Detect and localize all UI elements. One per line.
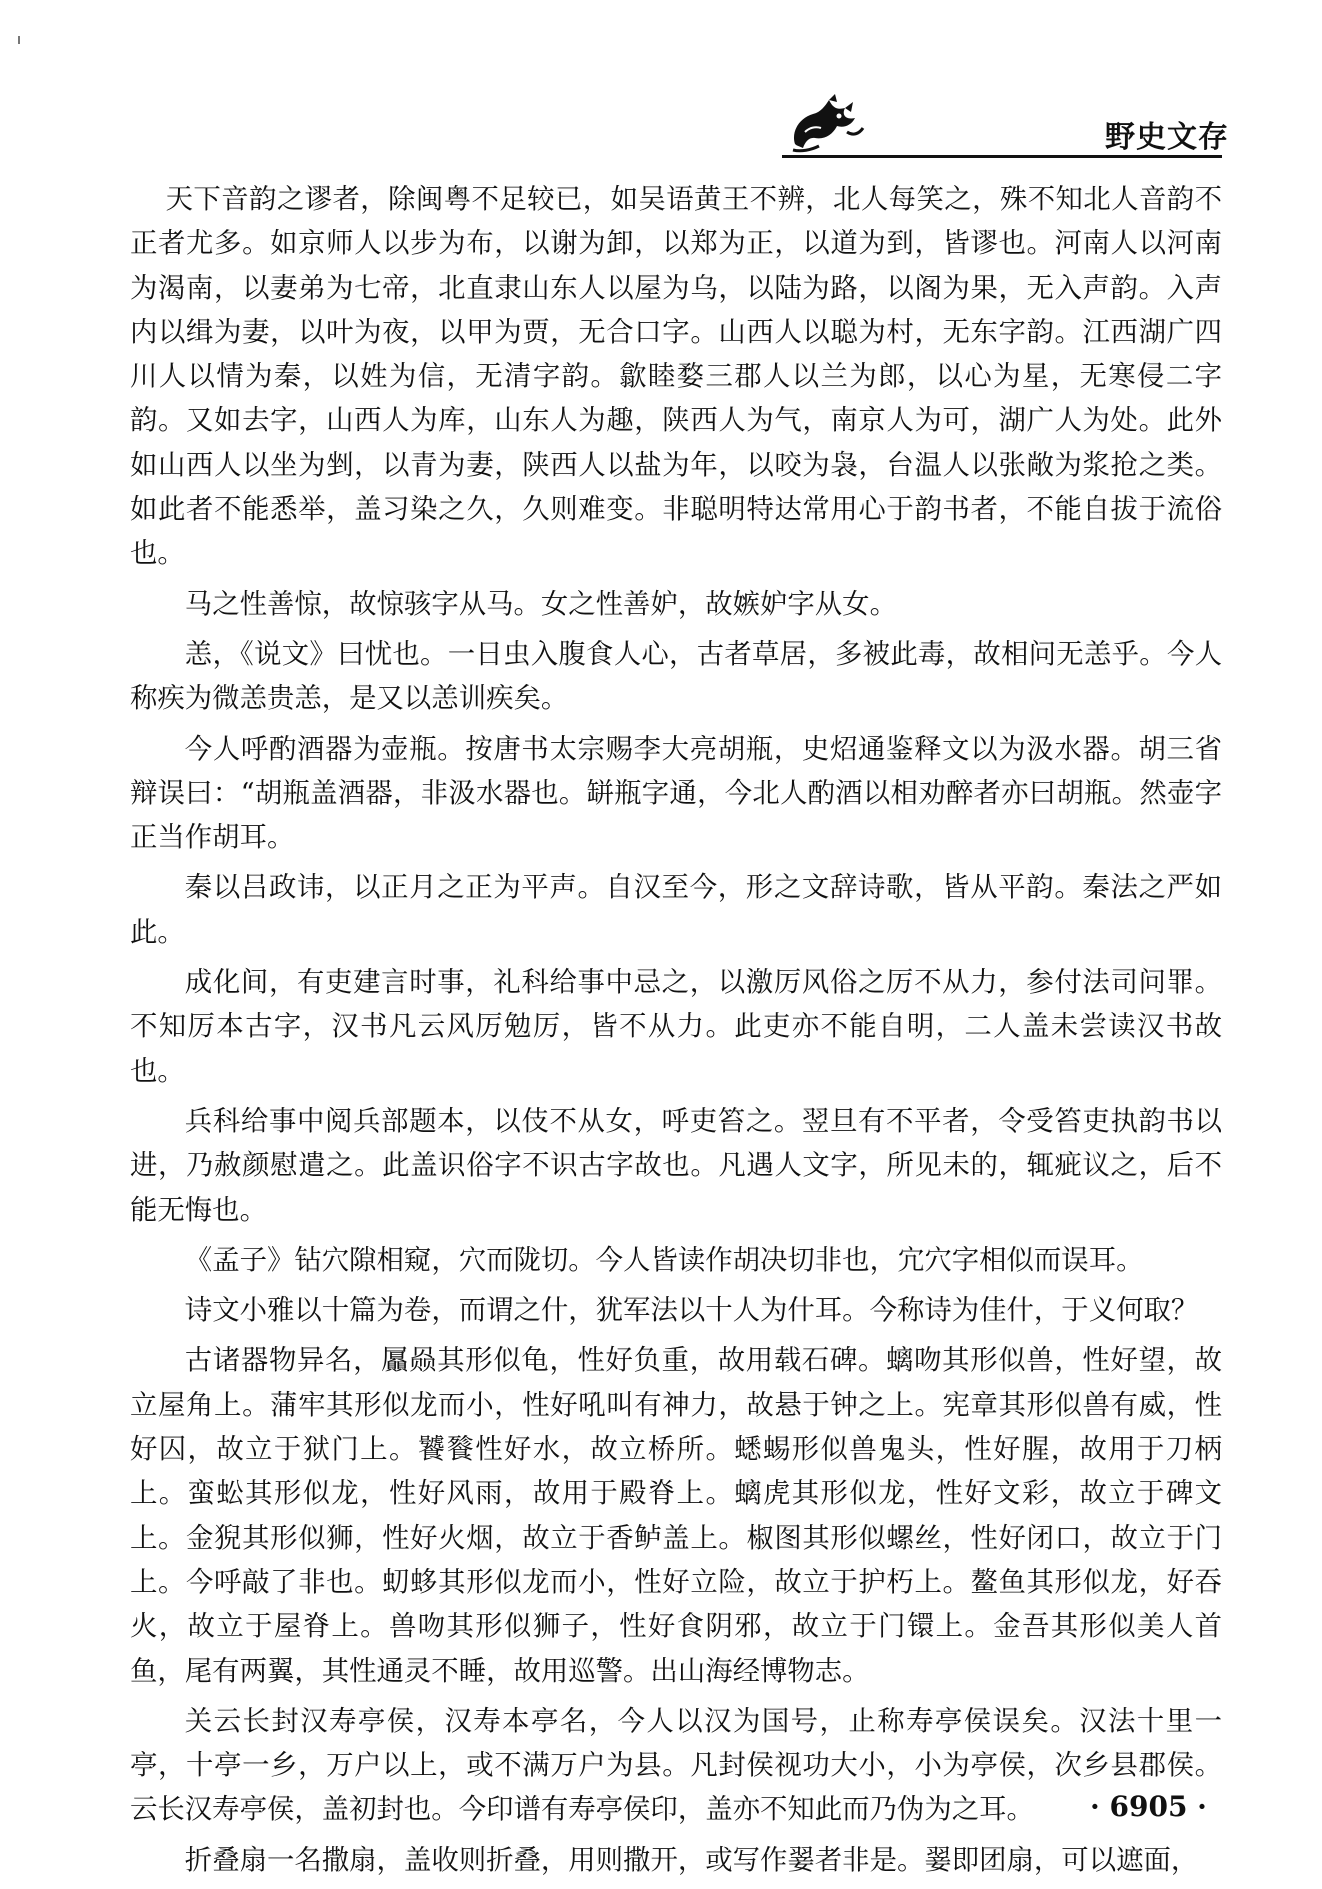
paragraph: 秦以吕政讳，以正月之正为平声。自汉至今，形之文辞诗歌，皆从平韵。秦法之严如此。 (130, 872, 1222, 948)
page-number: · 6905 · (1090, 1790, 1207, 1823)
paragraph: 关云长封汉寿亭侯，汉寿本亭名，今人以汉为国号，止称寿亭侯误矣。汉法十里一亭，十亭一乡，万户以上，或不满万户为县。凡封侯视功大小，小为亭侯，次乡县郡侯。云长汉寿亭侯，盖初封也。今印谱有寿亭侯印，盖亦不知此而乃伪为之耳。 (130, 1705, 1222, 1826)
paragraph: 诗文小雅以十篇为卷，而谓之什，犹军法以十人为什耳。今称诗为佳什，于义何取？ (184, 1295, 1199, 1327)
paragraph: 今人呼酌酒器为壶瓶。按唐书太宗赐李大亮胡瓶，史炤通鉴释文以为汲水器。胡三省辩误曰：“胡瓶盖酒器，非汲水器也。缾瓶字通，今北人酌酒以相劝醉者亦曰胡瓶。然壶字正当作胡耳。 (130, 733, 1222, 854)
paragraph: 折叠扇一名撒扇，盖收则折叠，用则撒开，或写作翣者非是。翣即团扇，可以遮面， (184, 1844, 1199, 1876)
running-title: 野史文存 (1105, 120, 1229, 155)
paragraph: 马之性善惊，故惊骇字从马。女之性善妒，故嫉妒字从女。 (184, 588, 897, 620)
paragraph: 兵科给事中阅兵部题本，以伎不从女，呼吏笞之。翌旦有不平者，令受笞吏执韵书以进，乃赦颜慰遣之。此盖识俗字不识古字故也。凡遇人文字，所见未的，辄疵议之，后不能无悔也。 (130, 1105, 1222, 1226)
body-text (130, 178, 1222, 1889)
dragon-icon (785, 92, 865, 156)
paragraph: 古诸器物异名，屭赑其形似龟，性好负重，故用载石碑。螭吻其形似兽，性好望，故立屋角上。蒲牢其形似龙而小，性好吼叫有神力，故悬于钟之上。宪章其形似兽有威，性好囚，故立于狱门上。饕餮性好水，故立桥所。蟋蜴形似兽鬼头，性好腥，故用于刀柄上。蛮蚣其形似龙，性好风雨，故用于殿脊上。螭虎其形似龙，性好文彩，故立于碑文上。金猊其形似狮，性好火烟，故立于香鲈盖上。椒图其形似螺丝，性好闭口，故立于门上。今呼敲了非也。虭蛥其形似龙而小，性好立险，故立于护朽上。鳌鱼其形似龙，好吞火，故立于屋脊上。兽吻其形似狮子，性好食阴邪，故立于门镮上。金吾其形似美人首鱼，尾有两翼，其性通灵不睡，故用巡警。出山海经博物志。 (130, 1345, 1222, 1687)
paragraph: 成化间，有吏建言时事，礼科给事中忌之，以激厉风俗之厉不从力，参付法司问罪。不知厉本古字，汉书凡云风厉勉厉，皆不从力。此吏亦不能自明，二人盖未尝读汉书故也。 (130, 967, 1222, 1087)
page-header (0, 0, 1322, 160)
paragraph: 恙，《说文》曰忧也。一日虫入腹食人心，古者草居，多被此毒，故相问无恙乎。今人称疾为微恙贵恙，是又以恙训疾矣。 (130, 638, 1222, 715)
paragraph: 天下音韵之谬者，除闽粤不足较已，如吴语黄王不辨，北人每笑之，殊不知北人音韵不正者尤多。如京师人以步为布，以谢为卸，以郑为正，以道为到，皆谬也。河南人以河南为渴南，以妻弟为七帝，北直隶山东人以屋为乌，以陆为路，以阁为果，无入声韵。入声内以缉为妻，以叶为夜，以甲为贾，无合口字。山西人以聪为村，无东字韵。江西湖广四川人以情为秦，以姓为信，无清字韵。歙睦婺三郡人以兰为郎，以心为星，无寒侵二字韵。又如去字，山西人为库，山东人为趣，陕西人为气，南京人为可，湖广人为处。此外如山西人以坐为剉，以青为妻，陕西人以盐为年，以咬为袅，台温人以张敞为浆抢之类。如此者不能悉举，盖习染之久，久则难变。非聪明特达常用心于韵书者，不能自拔于流俗也。 (130, 184, 1222, 570)
paragraph: 《孟子》钻穴隙相窥，穴而陇切。今人皆读作胡决切非也，宂穴字相似而误耳。 (184, 1244, 1144, 1276)
